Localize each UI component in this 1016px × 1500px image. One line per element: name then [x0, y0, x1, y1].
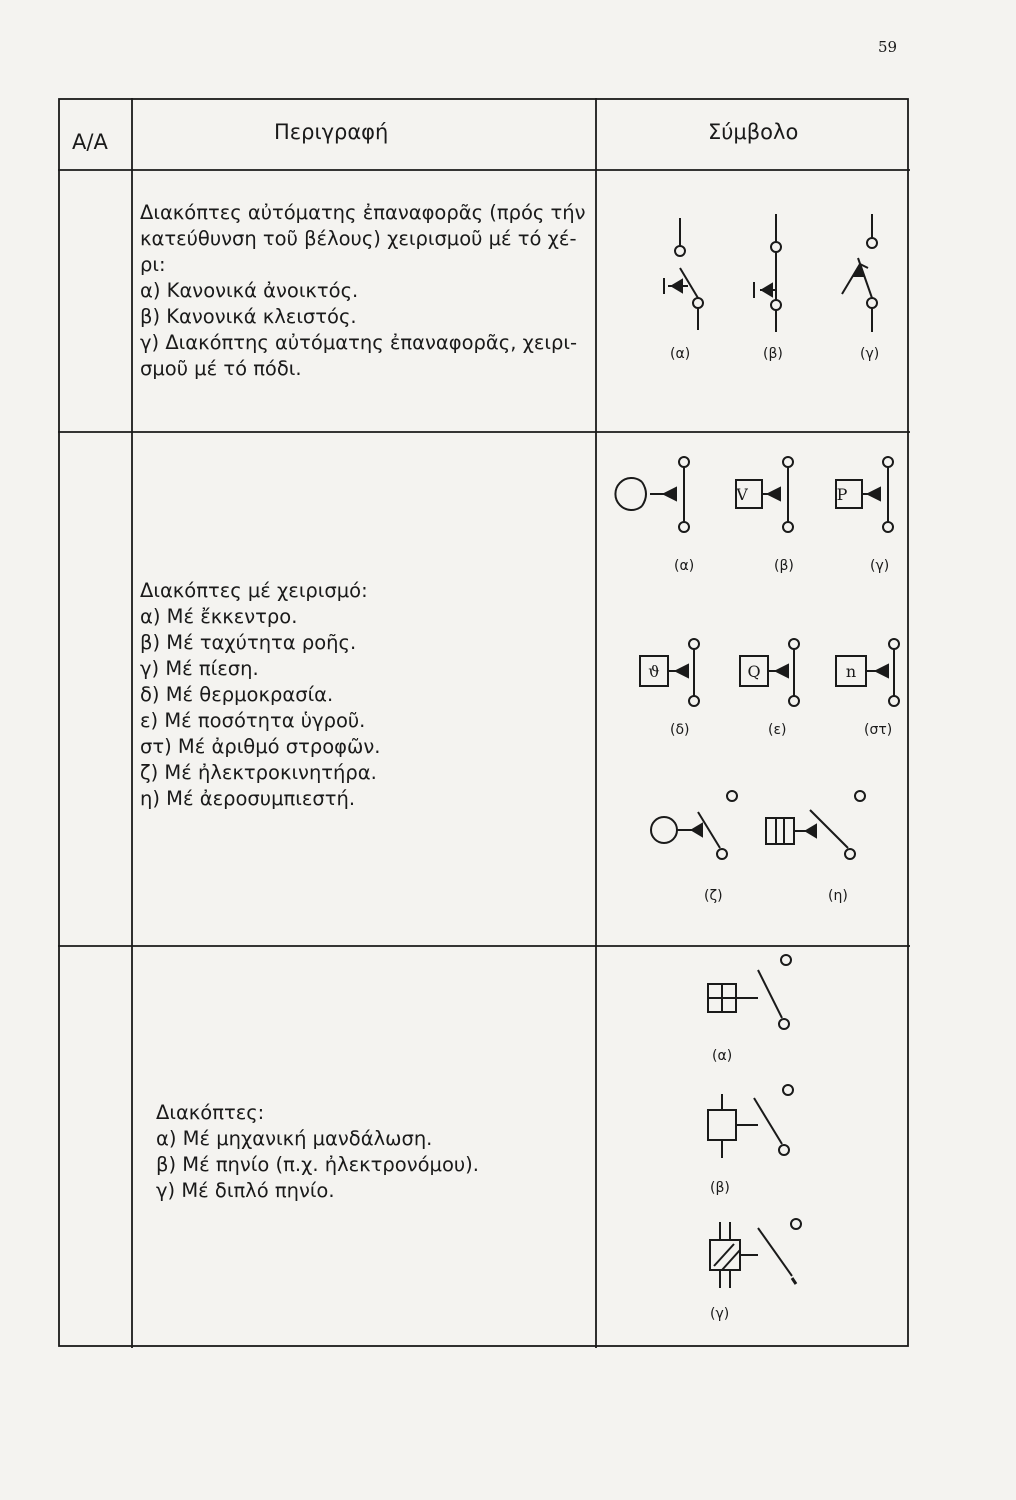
header-aa: Α/Α: [72, 130, 108, 154]
double-coil-switch-icon: [710, 1219, 801, 1288]
symbol-label: (ζ): [704, 888, 723, 904]
row2-line: Διακόπτες μέ χειρισμό:: [140, 579, 368, 602]
pressure-letter: P: [836, 485, 848, 504]
symbol-label: (β): [763, 346, 783, 362]
symbol-label: (β): [774, 558, 794, 574]
temperature-letter: ϑ: [648, 662, 660, 681]
row3-line: β) Μέ πηνίο (π.χ. ἠλεκτρονόμου).: [156, 1153, 479, 1176]
row2-line: γ) Μέ πίεση.: [140, 657, 259, 680]
row2-line: στ) Μέ ἀριθμό στροφῶν.: [140, 735, 381, 758]
row3-line: Διακόπτες:: [156, 1101, 265, 1124]
coil-switch-icon: [708, 1085, 793, 1158]
switch-foot-icon: [842, 214, 877, 332]
row2-line: η) Μέ ἀεροσυμπιεστή.: [140, 787, 356, 810]
symbol-label: (στ): [864, 722, 893, 738]
row1-line: ρι:: [140, 253, 166, 276]
row3-symbols: [598, 948, 908, 1344]
row2-symbols: [598, 434, 908, 944]
row2-line: ζ) Μέ ἠλεκτροκινητήρα.: [140, 761, 377, 784]
switch-nc-manual-icon: [754, 214, 781, 332]
row1-line: α) Κανονικά ἀνοικτός.: [140, 279, 359, 302]
symbol-label: (α): [670, 346, 691, 362]
symbol-label: (β): [710, 1180, 730, 1196]
row1-symbols: [598, 172, 908, 430]
symbol-label: (α): [674, 558, 695, 574]
row2-line: β) Μέ ταχύτητα ροῆς.: [140, 631, 357, 654]
symbol-label: (γ): [710, 1306, 730, 1322]
row1-line: Διακόπτες αὐτόματης ἐπαναφορᾶς (πρός τήν: [140, 201, 586, 224]
row3-description: [156, 1100, 479, 1204]
row1-line: σμοῦ μέ τό πόδι.: [140, 357, 302, 380]
symbol-label: (γ): [860, 346, 880, 362]
row2-description: [140, 578, 380, 812]
page-number: 59: [878, 38, 898, 56]
row3-line: γ) Μέ διπλό πηνίο.: [156, 1179, 335, 1202]
row2-line: δ) Μέ θερμοκρασία.: [140, 683, 334, 706]
symbol-label: (ε): [768, 722, 787, 738]
motor-switch-icon: [651, 791, 737, 859]
flow-letter: V: [736, 485, 748, 504]
symbols-table: [58, 98, 910, 1348]
row1-line: κατεύθυνση τοῦ βέλους) χειρισμοῦ μέ τό χέ-: [140, 227, 577, 250]
row2-line: ε) Μέ ποσότητα ὑγροῦ.: [140, 709, 366, 732]
row1-line: β) Κανονικά κλειστός.: [140, 305, 357, 328]
rpm-letter: n: [845, 662, 857, 681]
row3-line: α) Μέ μηχανική μανδάλωση.: [156, 1127, 433, 1150]
row2-line: α) Μέ ἔκκεντρο.: [140, 605, 298, 628]
header-description: Περιγραφή: [274, 120, 389, 144]
cam-switch-icon: [615, 457, 689, 532]
symbol-label: (δ): [670, 722, 690, 738]
symbol-label: (γ): [870, 558, 890, 574]
latch-switch-icon: [708, 955, 791, 1029]
quantity-letter: Q: [747, 662, 761, 681]
row1-line: γ) Διακόπτης αὐτόματης ἐπαναφορᾶς, χειρι-: [140, 331, 578, 354]
row1-description: [140, 200, 586, 382]
symbol-label: (α): [712, 1048, 733, 1064]
switch-no-manual-icon: [664, 218, 703, 330]
compressor-switch-icon: [766, 791, 865, 859]
header-symbol: Σύμβολο: [708, 120, 799, 144]
symbol-label: (η): [828, 888, 848, 904]
